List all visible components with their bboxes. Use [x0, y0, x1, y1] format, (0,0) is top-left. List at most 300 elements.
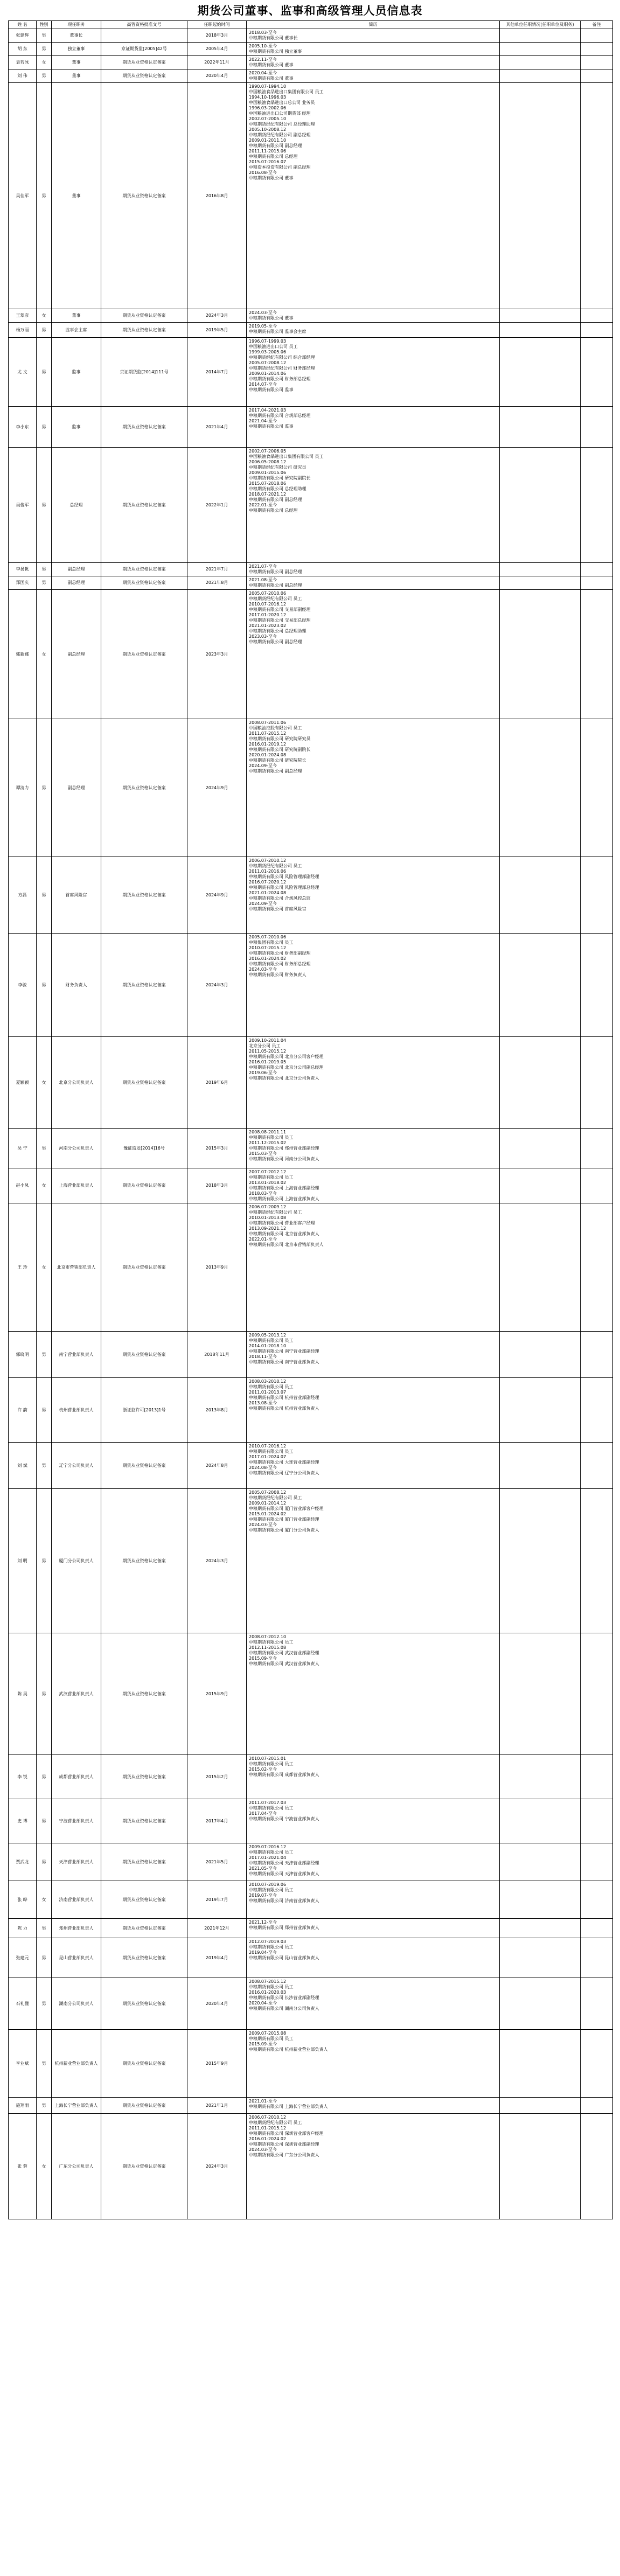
cell-approval: 期货从业资格认定备案: [101, 1489, 187, 1633]
cell-name: 郭新娜: [9, 590, 37, 719]
cell-start-date: 2017年4月: [187, 1799, 247, 1843]
resume-line: 2009.01-2015.06: [249, 470, 287, 475]
resume-line: 2019.05-至今: [249, 324, 277, 329]
cell-other-positions: [500, 1799, 581, 1843]
table-row: [9, 1378, 613, 1443]
table-row: [9, 1203, 613, 1332]
cell-other-positions: [500, 934, 581, 1037]
resume-line: 2011.07-2017.03: [249, 1800, 287, 1805]
table-row: [9, 56, 613, 69]
cell-approval: 期货从业资格认定备案: [101, 1843, 187, 1881]
cell-remarks: [581, 309, 613, 323]
cell-resume: [247, 1978, 500, 2030]
cell-start-date: 2016年8月: [187, 83, 247, 309]
resume-line: 2015.01-2024.02: [249, 1512, 287, 1516]
resume-line: 中粮期货有限公司 副总经理: [249, 769, 302, 774]
resume-line: 中粮期货有限公司 研究院院长: [249, 758, 306, 763]
cell-remarks: [581, 407, 613, 448]
table-row: [9, 1799, 613, 1843]
resume-line: 2024.03-至今: [249, 967, 277, 972]
cell-position: 上海营业部负责人: [52, 1168, 101, 1203]
cell-gender: 男: [37, 1332, 52, 1378]
resume-line: 2017.04-2021.03: [249, 408, 287, 413]
resume-line: 2024.09-至今: [249, 763, 277, 768]
table-body: [9, 29, 613, 2219]
resume-line: 中粮期货有限公司 交易部总经理: [249, 618, 311, 623]
cell-gender: 男: [37, 323, 52, 338]
resume-line: 2012.11-2015.08: [249, 1645, 287, 1650]
table-row: [9, 719, 613, 857]
cell-other-positions: [500, 29, 581, 43]
resume-line: 中粮期货有限公司 杭州营业部负责人: [249, 1406, 319, 1411]
resume-line: 2015.09-至今: [249, 1656, 277, 1661]
resume-line: 中粮期货有限公司 董事: [249, 176, 294, 180]
cell-resume: [247, 43, 500, 56]
cell-resume: [247, 1203, 500, 1332]
cell-gender: 女: [37, 1037, 52, 1129]
resume-line: 2019.07-至今: [249, 1893, 277, 1898]
cell-approval: 期货从业资格认定备案: [101, 1881, 187, 1919]
cell-remarks: [581, 2030, 613, 2098]
resume-line: 中粮期货有限公司 员工: [249, 1449, 294, 1454]
cell-position: 董事: [52, 309, 101, 323]
resume-line: 中粮期货有限公司 广东分公司负责人: [249, 2153, 319, 2157]
resume-line: 2018.07-2021.12: [249, 492, 287, 497]
resume-line: 中粮期货经纪有限公司 员工: [249, 1495, 302, 1500]
cell-resume: [247, 857, 500, 934]
table-row: [9, 1168, 613, 1203]
resume-line: 2005.07-2010.06: [249, 591, 287, 596]
resume-line: 2015.09-至今: [249, 2042, 277, 2046]
header-name: 姓 名: [9, 21, 37, 29]
table-row: [9, 1938, 613, 1978]
cell-position: 北京分公司负责人: [52, 1037, 101, 1129]
resume-line: 2009.05-2013.12: [249, 1333, 287, 1338]
cell-approval: 期货从业资格认定备案: [101, 857, 187, 934]
table-row: [9, 43, 613, 56]
cell-position: 济南营业部负责人: [52, 1881, 101, 1919]
cell-gender: 男: [37, 934, 52, 1037]
resume-line: 中粮期货经纪有限公司 综合部经理: [249, 355, 315, 360]
cell-name: 李 锐: [9, 1755, 37, 1799]
cell-gender: 男: [37, 576, 52, 590]
cell-name: 吴 宁: [9, 1129, 37, 1168]
cell-name: 胡 东: [9, 43, 37, 56]
cell-other-positions: [500, 1919, 581, 1938]
cell-gender: 女: [37, 56, 52, 69]
cell-remarks: [581, 563, 613, 576]
cell-remarks: [581, 323, 613, 338]
cell-name: 史 博: [9, 1799, 37, 1843]
cell-position: 上海长宁营业部负责人: [52, 2098, 101, 2114]
resume-line: 2015.07-2018.06: [249, 481, 287, 486]
cell-other-positions: [500, 309, 581, 323]
resume-line: 中粮期货有限公司 辽宁分公司负责人: [249, 1471, 319, 1475]
cell-approval: 期货从业资格认定备案: [101, 69, 187, 83]
resume-line: 中粮期货有限公司 研究院研究员: [249, 736, 311, 741]
resume-line: 中粮期货有限公司 副总经理: [249, 497, 302, 502]
resume-line: 中国粮油控股有限公司 员工: [249, 726, 302, 730]
cell-other-positions: [500, 1037, 581, 1129]
resume-line: 2015.02-至今: [249, 1767, 277, 1772]
resume-line: 2005.07-2008.12: [249, 1490, 287, 1495]
resume-line: 2011.01-2016.06: [249, 869, 287, 874]
resume-line: 中粮期货有限公司 副总经理: [249, 143, 302, 148]
cell-gender: 男: [37, 1378, 52, 1443]
table-row: [9, 1881, 613, 1919]
cell-resume: [247, 590, 500, 719]
resume-line: 2012.07-2019.03: [249, 1939, 287, 1944]
resume-line: 中粮期货有限公司 济南营业部负责人: [249, 1898, 319, 1903]
cell-position: 南宁营业部负责人: [52, 1332, 101, 1378]
resume-line: 中粮期货有限公司 长沙营业部副经理: [249, 1995, 319, 2000]
resume-line: 中粮期货有限公司 员工: [249, 1762, 294, 1766]
resume-line: 2017.01-2024.07: [249, 1454, 287, 1459]
cell-approval: 京证期货监[2005]42号: [101, 43, 187, 56]
table-row: [9, 857, 613, 934]
cell-other-positions: [500, 563, 581, 576]
cell-approval: 京证期货监[2014]111号: [101, 338, 187, 407]
cell-start-date: 2020年4月: [187, 69, 247, 83]
cell-remarks: [581, 2114, 613, 2219]
cell-name: 赵小凤: [9, 1168, 37, 1203]
resume-line: 1999.03-2005.06: [249, 350, 287, 354]
header-resume: 简历: [247, 21, 500, 29]
resume-line: 1996.07-1999.03: [249, 339, 287, 344]
resume-line: 2013.01-2018.02: [249, 1180, 287, 1185]
resume-line: 中粮期货有限公司 昆山营业部负责人: [249, 1955, 319, 1960]
resume-line: 中粮期货有限公司 北京营业部负责人: [249, 1231, 319, 1236]
resume-line: 2013.09-2021.12: [249, 1226, 287, 1231]
cell-start-date: 2022年11月: [187, 56, 247, 69]
resume-line: 中粮期货有限公司 上海长宁营业部负责人: [249, 2104, 328, 2109]
cell-other-positions: [500, 1755, 581, 1799]
cell-remarks: [581, 934, 613, 1037]
resume-line: 中粮期货有限公司 上海营业部负责人: [249, 1196, 319, 1201]
cell-resume: [247, 2098, 500, 2114]
resume-line: 中粮期货有限公司 天津营业部副经理: [249, 1861, 319, 1865]
table-row: [9, 1919, 613, 1938]
cell-approval: 期货从业资格认定备案: [101, 1168, 187, 1203]
cell-gender: 男: [37, 1755, 52, 1799]
resume-line: 中粮期货有限公司 总经理助理: [249, 486, 306, 491]
cell-name: 贾武龙: [9, 1843, 37, 1881]
cell-name: 陈 昊: [9, 1633, 37, 1755]
resume-line: 2017.01-2021.04: [249, 1855, 287, 1860]
cell-approval: 期货从业资格认定备案: [101, 309, 187, 323]
cell-gender: 男: [37, 719, 52, 857]
resume-line: 2019.06-至今: [249, 1070, 277, 1075]
resume-line: 中粮期货有限公司 风险管理部总经理: [249, 885, 319, 890]
cell-remarks: [581, 1633, 613, 1755]
table-row: [9, 1633, 613, 1755]
cell-gender: 男: [37, 1633, 52, 1755]
cell-start-date: 2014年7月: [187, 338, 247, 407]
resume-line: 中粮期货有限公司 员工: [249, 1640, 294, 1645]
cell-resume: [247, 83, 500, 309]
resume-line: 2016.01-2024.02: [249, 2136, 287, 2141]
cell-approval: 期货从业资格认定备案: [101, 1037, 187, 1129]
cell-resume: [247, 338, 500, 407]
table-row: [9, 1489, 613, 1633]
resume-line: 中粮期货有限公司 南宁营业部副经理: [249, 1349, 319, 1354]
header-other-positions: 其他单位任职情况(任职单位及职务): [500, 21, 581, 29]
cell-name: 刘 伟: [9, 69, 37, 83]
cell-remarks: [581, 1378, 613, 1443]
cell-resume: [247, 1332, 500, 1378]
resume-line: 中粮期货有限公司 员工: [249, 1175, 294, 1180]
cell-position: 北京市营销部负责人: [52, 1203, 101, 1332]
cell-gender: 男: [37, 29, 52, 43]
cell-other-positions: [500, 448, 581, 563]
resume-line: 中粮期货有限公司 财务部副经理: [249, 951, 311, 956]
resume-line: 2010.07-2015.12: [249, 945, 287, 950]
resume-line: 中粮期货有限公司 武汉营业部负责人: [249, 1661, 319, 1666]
cell-name: 施翔雨: [9, 2098, 37, 2114]
cell-remarks: [581, 2098, 613, 2114]
resume-line: 2021.05-至今: [249, 1866, 277, 1871]
resume-line: 中粮期货经纪有限公司 副总经理: [249, 133, 311, 137]
cell-position: 副总经理: [52, 563, 101, 576]
resume-line: 中粮资本投资有限公司 副总经理: [249, 165, 311, 170]
cell-remarks: [581, 43, 613, 56]
resume-line: 2009.10-2011.04: [249, 1038, 287, 1043]
resume-line: 2008.03-2010.12: [249, 1379, 287, 1384]
cell-start-date: 2021年8月: [187, 576, 247, 590]
resume-line: 中粮期货有限公司 员工: [249, 1985, 294, 1989]
cell-approval: 期货从业资格认定备案: [101, 1332, 187, 1378]
cell-approval: 期货从业资格认定备案: [101, 1919, 187, 1938]
resume-line: 中粮期货有限公司 深圳营业部副经理: [249, 2142, 319, 2147]
resume-line: 2024.03-至今: [249, 1522, 277, 1527]
cell-resume: [247, 448, 500, 563]
resume-line: 中粮期货有限公司 湖南分公司负责人: [249, 2006, 319, 2011]
cell-remarks: [581, 1129, 613, 1168]
cell-approval: 期货从业资格认定备案: [101, 83, 187, 309]
cell-gender: 男: [37, 563, 52, 576]
resume-line: 中粮期货有限公司 北京分公司负责人: [249, 1076, 319, 1081]
cell-remarks: [581, 69, 613, 83]
cell-approval: 期货从业资格认定备案: [101, 1203, 187, 1332]
resume-line: 2008.07-2015.12: [249, 1979, 287, 1984]
resume-line: 2006.07-2010.12: [249, 858, 287, 863]
resume-line: 2020.04-至今: [249, 71, 277, 75]
resume-line: 中粮期货有限公司 河南分公司负责人: [249, 1157, 319, 1161]
cell-start-date: 2024年3月: [187, 309, 247, 323]
resume-line: 中粮期货有限公司 监事会主席: [249, 329, 306, 334]
cell-approval: 期货从业资格认定备案: [101, 323, 187, 338]
resume-line: 中粮期货有限公司 大连营业部副经理: [249, 1460, 319, 1465]
cell-resume: [247, 1443, 500, 1489]
resume-line: 2007.07-2012.12: [249, 1169, 287, 1174]
cell-resume: [247, 576, 500, 590]
cell-approval: 期货从业资格认定备案: [101, 590, 187, 719]
cell-name: 刘 明: [9, 1489, 37, 1633]
table-row: [9, 576, 613, 590]
cell-position: 董事: [52, 56, 101, 69]
resume-line: 2009.01-2011.10: [249, 138, 287, 143]
resume-line: 中粮期货有限公司 郑州营业部负责人: [249, 1925, 319, 1930]
cell-other-positions: [500, 2098, 581, 2114]
resume-line: 2010.07-2015.01: [249, 1756, 287, 1761]
cell-approval: 期货从业资格认定备案: [101, 1978, 187, 2030]
resume-line: 2002.07-2005.10: [249, 116, 287, 121]
cell-position: 杭州营业部负责人: [52, 1378, 101, 1443]
cell-gender: 男: [37, 1489, 52, 1633]
resume-line: 2016.01-2019.05: [249, 1060, 287, 1064]
cell-gender: 男: [37, 1938, 52, 1978]
cell-start-date: 2019年5月: [187, 323, 247, 338]
resume-line: 2014.07-至今: [249, 382, 277, 387]
cell-approval: 期货从业资格认定备案: [101, 1755, 187, 1799]
cell-position: 厦门分公司负责人: [52, 1489, 101, 1633]
resume-line: 2021.12-至今: [249, 1920, 277, 1925]
cell-gender: 女: [37, 1881, 52, 1919]
cell-remarks: [581, 1843, 613, 1881]
cell-other-positions: [500, 1489, 581, 1633]
cell-other-positions: [500, 1938, 581, 1978]
resume-line: 2022.01-至今: [249, 503, 277, 507]
cell-start-date: 2018年3月: [187, 1168, 247, 1203]
cell-remarks: [581, 1443, 613, 1489]
cell-resume: [247, 29, 500, 43]
cell-position: 独立董事: [52, 43, 101, 56]
table-row: [9, 1332, 613, 1378]
resume-line: 中粮期货有限公司 武汉营业部副经理: [249, 1651, 319, 1655]
cell-gender: 男: [37, 1919, 52, 1938]
cell-resume: [247, 563, 500, 576]
cell-resume: [247, 934, 500, 1037]
cell-start-date: 2019年6月: [187, 1037, 247, 1129]
resume-line: 2018.11-至今: [249, 1354, 277, 1359]
cell-position: 总经理: [52, 448, 101, 563]
cell-position: 辽宁分公司负责人: [52, 1443, 101, 1489]
resume-line: 中粮期货经纪有限公司 研究员: [249, 465, 306, 470]
cell-gender: 女: [37, 1168, 52, 1203]
cell-approval: 期货从业资格认定备案: [101, 563, 187, 576]
resume-line: 中粮期货经纪有限公司 员工: [249, 864, 302, 868]
resume-line: 1996.03-2002.06: [249, 106, 287, 110]
cell-resume: [247, 1378, 500, 1443]
resume-line: 2021.01-2023.02: [249, 623, 287, 628]
resume-line: 中粮期货有限公司 营业部客户经理: [249, 1221, 315, 1226]
cell-start-date: 2022年1月: [187, 448, 247, 563]
cell-name: 谭清力: [9, 719, 37, 857]
resume-line: 2021.01-至今: [249, 2099, 277, 2104]
cell-remarks: [581, 448, 613, 563]
cell-remarks: [581, 1978, 613, 2030]
resume-line: 2011.05-2015.12: [249, 1049, 287, 1054]
resume-line: 中粮期货有限公司 员工: [249, 1850, 294, 1855]
cell-resume: [247, 1129, 500, 1168]
cell-remarks: [581, 1332, 613, 1378]
cell-start-date: 2024年3月: [187, 1489, 247, 1633]
cell-position: 副总经理: [52, 719, 101, 857]
resume-line: 2006.05-2008.12: [249, 459, 287, 464]
resume-line: 中粮期货有限公司 合规部总经理: [249, 413, 311, 418]
cell-start-date: 2005年4月: [187, 43, 247, 56]
header-start-date: 任职起始时间: [187, 21, 247, 29]
resume-line: 中粮期货有限公司 副总经理: [249, 639, 302, 644]
resume-line: 2021.08-至今: [249, 577, 277, 582]
resume-line: 中粮期货有限公司 深圳营业部客户经理: [249, 2131, 324, 2136]
cell-position: 副总经理: [52, 590, 101, 719]
cell-resume: [247, 1799, 500, 1843]
cell-name: 张 蓉: [9, 2114, 37, 2219]
resume-line: 中粮期货经纪有限公司 员工: [249, 2120, 302, 2125]
resume-line: 2017.01-2020.12: [249, 612, 287, 617]
cell-start-date: 2019年7月: [187, 1881, 247, 1919]
cell-approval: 期货从业资格认定备案: [101, 719, 187, 857]
resume-line: 2009.01-2014.06: [249, 371, 287, 376]
cell-name: 吴俊军: [9, 448, 37, 563]
cell-other-positions: [500, 69, 581, 83]
resume-line: 中粮期货有限公司 北京分公司副总经理: [249, 1065, 324, 1070]
cell-resume: [247, 2114, 500, 2219]
resume-line: 中粮期货有限公司 总经理: [249, 508, 298, 513]
cell-other-positions: [500, 1378, 581, 1443]
header-remarks: 备注: [581, 21, 613, 29]
cell-start-date: 2024年9月: [187, 719, 247, 857]
cell-remarks: [581, 1203, 613, 1332]
resume-line: 2020.04-至今: [249, 2001, 277, 2006]
cell-gender: 男: [37, 407, 52, 448]
resume-line: 中国粮油食品进出口集团有限公司 员工: [249, 89, 324, 94]
cell-approval: 期货从业资格认定备案: [101, 1799, 187, 1843]
cell-other-positions: [500, 83, 581, 309]
resume-line: 北京分公司 员工: [249, 1043, 281, 1048]
table-row: [9, 1755, 613, 1799]
cell-name: 郭晓明: [9, 1332, 37, 1378]
cell-remarks: [581, 1938, 613, 1978]
cell-position: 昆山营业部负责人: [52, 1938, 101, 1978]
cell-start-date: 2024年8月: [187, 1443, 247, 1489]
table-row: [9, 2114, 613, 2219]
document: [0, 0, 620, 20]
cell-remarks: [581, 1919, 613, 1938]
table-row: [9, 2098, 613, 2114]
cell-other-positions: [500, 2030, 581, 2098]
resume-line: 2016.08-至今: [249, 170, 277, 175]
cell-start-date: 2019年4月: [187, 1938, 247, 1978]
cell-other-positions: [500, 1978, 581, 2030]
cell-remarks: [581, 1799, 613, 1843]
table-row: [9, 448, 613, 563]
cell-approval: 期货从业资格认定备案: [101, 1633, 187, 1755]
resume-line: 2013.08-至今: [249, 1401, 277, 1405]
resume-line: 2021.07-至今: [249, 564, 277, 569]
cell-gender: 女: [37, 1203, 52, 1332]
resume-line: 中国粮油食品进出口总公司 业务员: [249, 100, 315, 105]
cell-resume: [247, 407, 500, 448]
resume-line: 中粮期货有限公司 研究院副院长: [249, 476, 311, 481]
table-row: [9, 1037, 613, 1129]
resume-line: 2010.07-2019.06: [249, 1882, 287, 1887]
resume-line: 2011.11-2015.06: [249, 149, 287, 154]
resume-line: 中粮期货有限公司 财务部总经理: [249, 962, 311, 966]
cell-position: 董事长: [52, 29, 101, 43]
resume-line: 中粮期货有限公司 杭州新业营业部负责人: [249, 2047, 328, 2052]
cell-other-positions: [500, 1129, 581, 1168]
resume-line: 中粮期货经纪有限公司 员工: [249, 596, 302, 601]
cell-remarks: [581, 1755, 613, 1799]
resume-line: 中粮期货有限公司 监事: [249, 424, 294, 429]
resume-line: 2005.10-2008.12: [249, 127, 287, 132]
table-row: [9, 1843, 613, 1881]
resume-line: 1994.10-1996.03: [249, 95, 287, 100]
cell-resume: [247, 309, 500, 323]
resume-line: 中粮期货有限公司 董事: [249, 76, 294, 81]
